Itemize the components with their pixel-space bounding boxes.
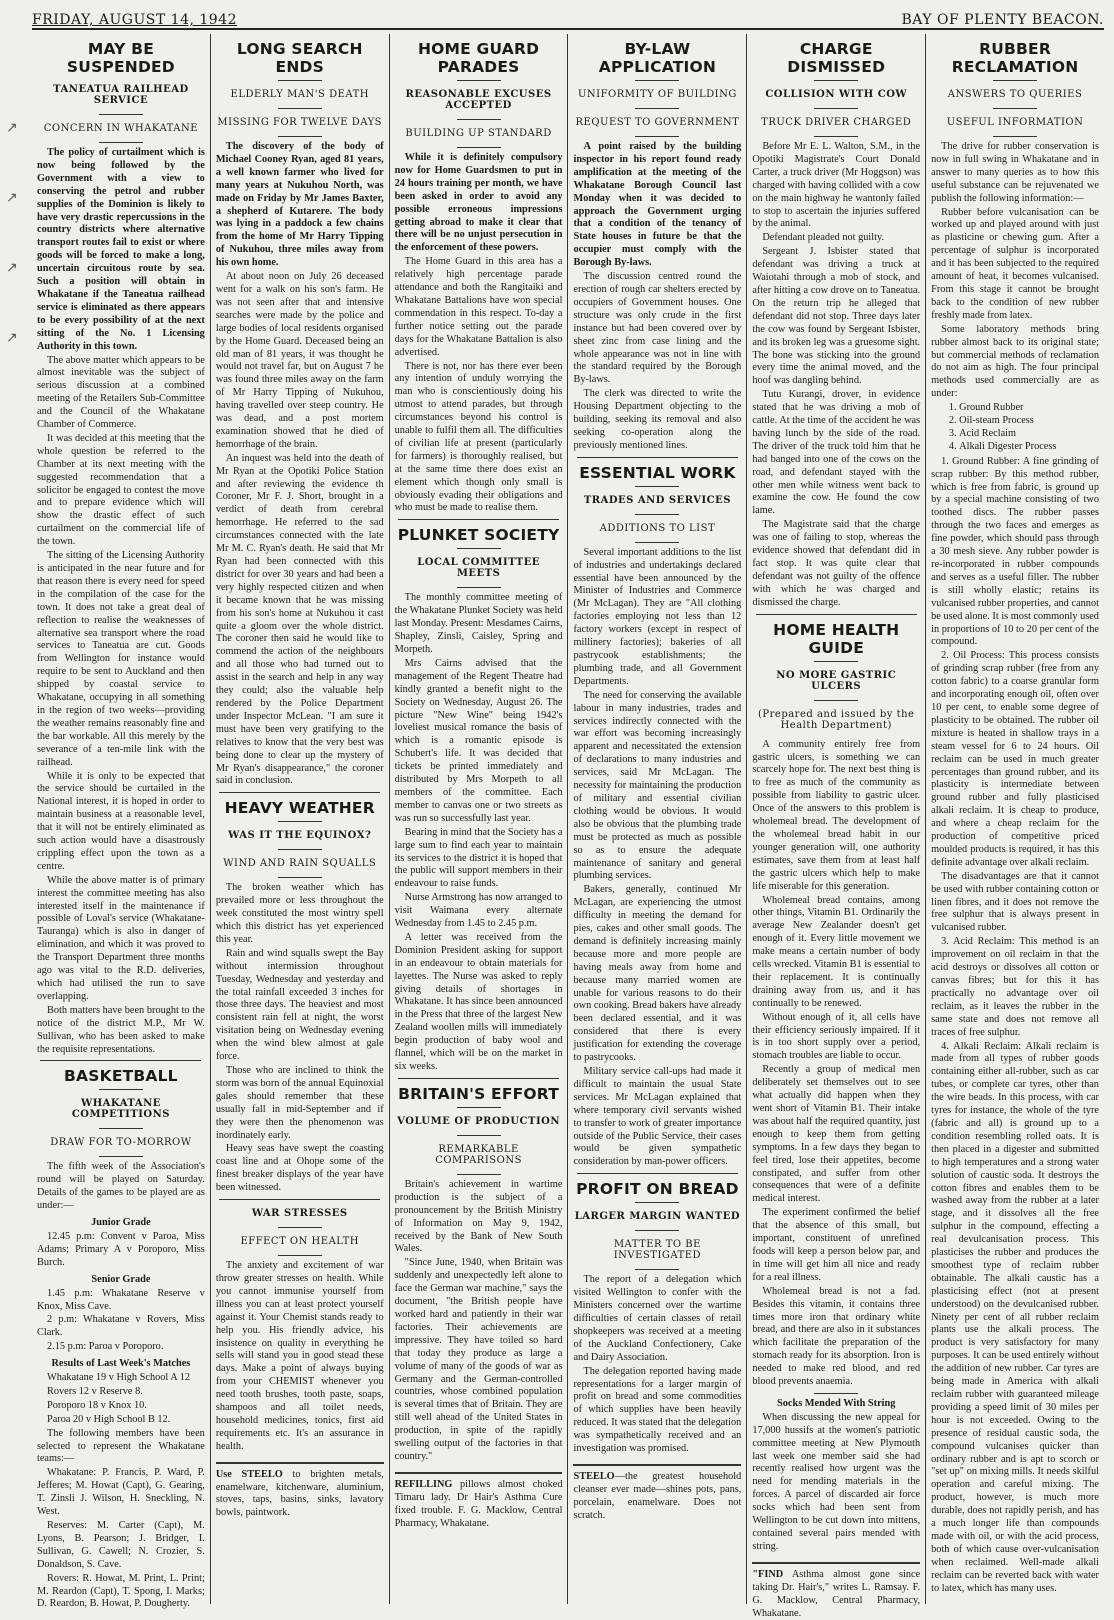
lead-paragraph: A point raised by the building inspector in his report found ready amplification at the meeting of the Whakatane Borough Council last Monday when it was decided to approach the Government urging that a condition of the tenancy of State houses in future be that the occupier must comply with the Borough By-laws. (573, 141, 742, 269)
divider (99, 1156, 143, 1157)
headline-basketball: BASKETBALL (64, 1067, 178, 1086)
divider (635, 80, 679, 81)
paragraph: An inquest was held into the death of Mr Ryan at the Opotiki Police Station and after reviewing the evidence th Coroner, Mr F. J. Short, brought in a verdict of death from cerebral hemorrhage. He referred to the sad circumstances connected with the late Mr M. C. Ryan's death. He said that Mr Ryan had been connected with this district for over 30 years and had been a very highly respected citizen and when it became known that he was missing from his son's home at Nukuhou it cast quite a gloom over the whole district. The coroner then said he would like to commend the action of the neighbours and all those who had turned out to assist in the search and help in any way they could; also the valuable help rendered by the Police Department under Inspector McLean. "I am sure it must have been very gratifying to the relatives to know that the very best was being done to clear up the mystery of Mr Ryan's disappearance," the coroner said in conclusion. (215, 452, 384, 787)
margin-mark-icon: ↗ (6, 261, 18, 276)
lead-paragraph: The policy of curtailment which is now being followed by the Government with a view to conserving the petrol and rubber supplies of the Dominion is likely to have very drastic repercussions in the country districts where alternative transport routes fail to exist or where goods will be forced to make a long, uncertain circuitous route by sea. Such a position will obtain in Whakatane if the Taneatua railhead service is eliminated as there appears to be every possibility of at the next sitting of the No. 1 Licensing Authority in this town. (37, 147, 205, 352)
column-5 (746, 34, 925, 1619)
divider (99, 1128, 143, 1129)
paragraph: 2. Oil Process: This process consists of grinding scrap rubber (free from any cotton fabric) to a coarse granular form and incorporating enough oil, often over 10 per cent, to enable some degree of plasticity to be obtained. The rubber oil mixture is heated in shallow trays in a steam vessel for 6 to 24 hours. Oil reclaim can be used in much greater percentages than ground rubber, and its plasticity is intermediate between ground rubber and fully plasticised alkali reclaim. It is cheap to produce, and where a cheap reclaim for the production of competitive priced moulded products is required, it has this definite advantage over alkali reclaim. (931, 650, 1099, 868)
paragraph: Wholemeal bread contains, among other things, Vitamin B1. Ordinarily the average New Zealander doesn't get enough of it. Every little movement we make means a certain number of body cells wrecked. Vitamin B1 is essential to their replacement. It is continually draining away from us, and it has continually to be renewed. (752, 894, 921, 1009)
paragraph: Rubber before vulcanisation can be worked up and played around with just as plasticine or chewing gum. After a percentage of sulphur is incorporated and it has been subjected to the required amount of heat, it becomes vulcanised. From this stage it cannot be brought back to the condition of new rubber freshly made from latex. (931, 206, 1099, 321)
paragraph: While it is only to be expected that the service should be curtailed in the National interest, it is hoped in order to maintain business at a reasonable level, that it will not be entirely eliminated as such action would have a disastrously crippling effect upon the town as a centre. (37, 770, 205, 872)
divider (278, 849, 322, 850)
headline-charge-dismissed: CHARGE DISMISSED (787, 40, 886, 76)
team-list: Rovers: R. Howat, M. Print, L. Print; M. Reardon (Capt), T. Spong, I. Marks; D. Reardon, B. Howat, P. Dougherty. (37, 1572, 205, 1610)
divider (278, 108, 322, 109)
ad-keyword: STEELO (573, 1470, 615, 1482)
deck: USEFUL INFORMATION (946, 117, 1084, 128)
paragraph: Nurse Armstrong has now arranged to visit Waimana every alternate Wednesday from 1.45 to 2.45 p.m. (394, 892, 563, 930)
deck: LOCAL COMMITTEE MEETS (417, 557, 540, 580)
column-2 (210, 34, 389, 1604)
ad-keyword: "FIND (752, 1568, 784, 1580)
divider (635, 514, 679, 515)
divider (635, 486, 679, 487)
divider (814, 700, 858, 701)
paragraph: The monthly committee meeting of the Whakatane Plunket Society was held last Monday. Present: Mesdames Cairns, Shapley, Zinsli, Caisley, Spring and Morpeth. (394, 592, 563, 655)
deck: VOLUME OF PRODUCTION (397, 1115, 560, 1127)
deck: BUILDING UP STANDARD (405, 128, 552, 139)
paragraph: The Magistrate said that the charge was one of failing to stop, whereas the evidence showed that defendant did in fact stop. It was quite clear that defendant was not guilty of the offence with which he was charged and dismissed the charge. (752, 519, 921, 608)
headline-by-law-application: BY-LAW APPLICATION (598, 40, 716, 76)
margin-mark-icon: ↗ (6, 121, 18, 136)
divider (635, 1202, 679, 1203)
deck: TRUCK DRIVER CHARGED (761, 117, 912, 128)
advertisement (573, 1464, 741, 1523)
deck: TRADES AND SERVICES (583, 494, 731, 506)
paragraph: 4. Alkali Reclaim: Alkali reclaim is made from all types of rubber goods containing either all-rubber, such as car tubes, or complete car tyres, other than the wire beads. In this process, with car tyres for instance, the whole of the tyre (fabric and all) is ground up to a condition resembling rolled oats. It is then placed in a digester and submitted to high temperatures and a strong water solution of caustic soda. It destroys the cotton fibres and enables them to be washed away from the rubber at a later stage, and it dissolves all the free sulphur in the compound, effecting a real devulcanisation process. This plasticises the rubber and produces the smoothest type of reclaim rubber obtainable. The alkali caustic has a plasticising effect (not at present understood) on the devulcanised rubber. Ninety per cent of all rubber reclaim plants use the alkali process. The product is very satisfactory for many purposes. It can be used entirely without the addition of new rubber. Car tyres are being made in America with alkali reclaim rubber with guaranteed mileage providing a speed limit of 30 miles per hour is not exceeded. Owing to the presence of residual caustic soda, the compound vulcanises quicker than ordinary rubber and is apt to scorch or "set up" on mixing mills. It needs skilful operation and careful mixing. The product, however, is much more durable, does not rapidly perish, and has a much longer life than compounds made with oil, or with the acid process, both of which cause over-vulcanisation when reclaimed. Well-made alkali reclaim can be reverted back with water to latex, which has many uses. (931, 1040, 1099, 1594)
paragraph: The delegation reported having made representations for a larger margin of profit on bread and some commodities of which supplies have been heavily reduced. It was stated that the delegation was sympathetically received and an investigation was promised. (573, 1365, 742, 1455)
divider (635, 1269, 679, 1270)
divider (278, 877, 322, 878)
deck: MISSING FOR TWELVE DAYS (217, 117, 383, 128)
divider (457, 1174, 501, 1175)
ad-text: pillows almost choked Timaru lady. Dr Hair's Asthma Cure fixed trouble. F. G. Macklow, Central Pharmacy, Whakatane. (394, 1478, 563, 1529)
divider (993, 80, 1037, 81)
paragraph: A community entirely free from gastric ulcers, is something we can scarcely hope for. The next best thing is to free as much of the community as possible from liability to gastric ulcer. Once of the answers to this problem is wholemeal bread. The development of the wholemeal bread habit in our younger generation will, one authority estimates, save them from at least half the gastric ulcers which help to make life miserable for this generation. (752, 738, 921, 892)
deck: CONCERN IN WHAKATANE (43, 123, 199, 134)
paragraph: It was decided at this meeting that the whole question be referred to the Chamber at its next meeting with the suggested recommendation that a solicitor be engaged to contest the move and to prepare evidence which will show the drastic effect of such curtailment on the commercial life of the town. (37, 432, 205, 548)
column-6 (925, 34, 1104, 1604)
divider (99, 142, 143, 143)
column-4 (567, 34, 746, 1604)
paragraph: The drive for rubber conservation is now in full swing in Whakatane and in answer to many queries as to how this useful substance can be rejuvenated we publish the following information:— (931, 141, 1099, 204)
paragraph: 3. Acid Reclaim: This method is an improvement on oil reclaim in that the acid destroys or dissolves all cotton or canvas fibres; but for this it has practically no advantage over oil reclaim, as it leaves the rubber in the same state and does not remove all traces of free sulphur. (931, 936, 1099, 1038)
divider (814, 108, 858, 109)
divider (99, 114, 143, 115)
team-list: Reserves: M. Carter (Capt), M. Lyons, B. Pearson; J. Bridger, I. Sullivan, G. Cawell; N. Crozier, S. Donaldson, S. Cave. (37, 1520, 205, 1570)
paragraph: The fifth week of the Association's round will be played on Saturday. Details of the games to be played are as under:— (37, 1161, 205, 1212)
result: Paroa 20 v High School B 12. (47, 1413, 171, 1425)
deck: UNIFORMITY OF BUILDING (577, 89, 737, 100)
ad-text: to brighten metals, enamelware, kitchenware, aluminium, stoves, taps, basins, sinks, lavatory bowls, paintwork. (215, 1468, 384, 1519)
result: Rovers 12 v Reserve 8. (47, 1385, 143, 1397)
paragraph: Wholemeal bread is not a fad. Besides this vitamin, it contains three times more iron that ordinary white bread, and there are also in it substances which facilitate the preparation of the stomach ready for its absorption. Iron is needed to make red blood, and red blood prevents anaemia. (752, 1285, 921, 1388)
headline-home-health-guide: HOME HEALTH GUIDE (773, 620, 900, 657)
deck: WAS IT THE EQUINOX? (228, 830, 372, 842)
divider (219, 792, 380, 793)
divider (457, 1107, 501, 1108)
deck: REASONABLE EXCUSES ACCEPTED (405, 89, 552, 111)
paragraph: While the above matter is of primary interest the committee meeting has also interested itself in the maintenance if possible of Loval's service (Whakatane-Tauranga) which is also in danger of elimination, and which it was proved to the Transport Department three months ago was vital to the R.D. deliveries, which had utilised the run to save overlapping. (37, 874, 205, 1002)
issue-date: FRIDAY, AUGUST 14, 1942 (32, 12, 238, 28)
divider (756, 614, 917, 615)
paragraph: There is not, nor has there ever been any intention of unduly worrying the man who is conscientiously doing his utmost to attend parades, but through circumstances beyond his control is unable to fulfil them all. The difficulties of civilian life at present (particularly for farmers) is thoroughly realised, but at the same time there does exist an element which though only small is obviously evading their obligations and who must be made to realise them. (394, 360, 563, 514)
deck: ELDERLY MAN'S DEATH (230, 89, 369, 100)
divider (278, 136, 322, 137)
paragraph: The following members have been selected to represent the Whakatane teams:— (37, 1427, 205, 1465)
paragraph: The discussion centred round the erection of rough car shelters erected by occupiers of Government houses. One structure was only crude in the first instance but had been covered over by sheet zinc from case lining and the whole appearance was not in line with the standard required by the Borough By-laws. (573, 271, 742, 386)
headline-home-guard-parades: HOME GUARD PARADES (417, 40, 540, 76)
subhead: Senior Grade (91, 1273, 151, 1285)
paper-name: BAY OF PLENTY BEACON. (901, 12, 1104, 28)
divider (457, 119, 501, 120)
advertisement (216, 1462, 384, 1521)
deck: ADDITIONS TO LIST (599, 522, 716, 534)
headline-britains-effort: BRITAIN'S EFFORT (398, 1084, 560, 1103)
margin-mark-icon: ↗ (6, 331, 18, 346)
subhead: Junior Grade (91, 1217, 151, 1229)
paragraph: Several important additions to the list of industries and undertakings declared essential have been announced by the Minister of Industries and Commerce (Mr McLagan). They are "All clothing factories employing not less than 12 factory workers (except in respect of millinery factories); bakeries of all pastrycook establishments; the plumbing trade, and all Government Departments. (573, 546, 742, 687)
headline-may-be-suspended: MAY BE SUSPENDED (66, 40, 175, 76)
paragraph: Bearing in mind that the Society has a large sum to find each year to maintain its services to the district it is hoped that the public will support members in their endeavour to raise funds. (394, 826, 563, 890)
deck: REQUEST TO GOVERNMENT (575, 117, 740, 128)
fixture: 2.15 p.m: Paroa v Poroporo. (47, 1341, 164, 1353)
margin-marks (6, 120, 22, 400)
deck: WHAKATANE COMPETITIONS (71, 1098, 171, 1121)
team-list: Whakatane: P. Francis, P. Ward, P. Jefferes; M. Howat (Capt), G. Gearing, T. Zinsli J. Wilson, H. Sneckling, N. West. (37, 1467, 205, 1518)
paragraph: When discussing the new appeal for 17,000 hussifs at the women's patriotic committee meeting at New Plymouth last week one member said she had recently realised how urgent was the need for mending materials in the forces. A parcel of discarded air force socks which had been sent from Wellington to be cut down into mittens, contained several pairs mended with string. (752, 1411, 921, 1552)
deck: DRAW FOR TO-MORROW (50, 1137, 192, 1149)
column-1 (32, 34, 210, 1610)
paragraph: Bakers, generally, continued Mr McLagan, are experiencing the utmost difficulty in meeting the demand for pies, cakes and other small goods. The demand is definitely increasing mainly because more and more people are having meals away from home and because many married women are unable for various reasons to do their own cooking. Bread bakers have already been declared essential, and it was considered that there is every justification for extending the coverage to pastrycooks. (573, 884, 742, 1064)
result: Poroporo 18 v Knox 10. (47, 1399, 147, 1411)
deck: TANEATUA RAILHEAD SERVICE (53, 84, 189, 106)
headline-plunket-society: PLUNKET SOCIETY (397, 526, 560, 545)
subhead: Socks Mended With String (777, 1397, 896, 1409)
divider (814, 661, 858, 662)
paragraph: The sitting of the Licensing Authority is anticipated in the near future and for that reason there is every need for speed in the compilation of the case for the town. It does not take a great deal of reflection to realise the weaknesses of alternative sea transport where the road services to Taneatua are cut. Goods from Wellington for instance would require to be sent to Auckland and then shipped by coastal service to Whakatane, occupying in all something in the region of two weeks—providing the weather remains reasonably fine and the bar workable. All this merely by the severance of a ten-mile link with the railhead. (37, 550, 205, 768)
divider (457, 548, 501, 549)
paragraph: At about noon on July 26 deceased went for a walk on his son's farm. He was not seen after that and intensive searches were made by the police and large bodies of local residents organised by the Home Guard. Deceased being an old man of 81 years, it was thought he would not travel far, but on August 7 he was found three miles away on the farm of Mr Harry Tipping of Nukuhou, having travelled over steep country. He was dead, and a post mortem examination showed that he died of hemorrhage of the brain. (215, 271, 384, 450)
divider (99, 1089, 143, 1090)
paragraph: Mrs Cairns advised that the management of the Regent Theatre had kindly granted a benefit night to the Society on Wednesday, August 26. The picture "New Wine" being 1942's loveliest musical romance the basis of which is a romantic episode is Schubert's life. It was decided that tickets be printed immediately and distributed by Mrs Morpeth to all members of the committee. Each member to canvas one or two streets as was run so successfully last year. (394, 657, 563, 824)
divider (635, 542, 679, 543)
divider (457, 587, 501, 588)
divider (278, 821, 322, 822)
divider (635, 1230, 679, 1231)
fixture: 1.45 p.m: Whakatane Reserve v Knox, Miss Cave. (37, 1287, 205, 1312)
paragraph: The above matter which appears to be almost inevitable was the subject of serious discussion at a combined meeting of the Retailers Sub-Committee and the Council of the Whakatane Chamber of Commerce. (37, 354, 205, 431)
paragraph: Heavy seas have swept the coasting coast line and at Ohope some of the finest breaker displays of the year have been witnessed. (215, 1143, 384, 1194)
headline-heavy-weather: HEAVY WEATHER (224, 799, 375, 818)
deck: MATTER TO BE INVESTIGATED (613, 1239, 702, 1262)
headline-war-stresses: WAR STRESSES (251, 1208, 348, 1220)
divider (278, 1227, 322, 1228)
deck: EFFECT ON HEALTH (240, 1236, 360, 1248)
ad-keyword: Use STEELO (215, 1468, 283, 1480)
divider (814, 136, 858, 137)
deck: REMARKABLE COMPARISONS (435, 1143, 522, 1166)
divider (993, 108, 1037, 109)
list-item: 2. Oil-steam Process (959, 415, 1099, 428)
masthead (32, 8, 1104, 30)
divider (398, 1078, 559, 1079)
fixture: 12.45 p.m: Convent v Paroa, Miss Adams; Primary A v Poroporo, Miss Burch. (37, 1230, 205, 1268)
headline-profit-on-bread: PROFIT ON BREAD (576, 1180, 739, 1199)
deck: ANSWERS TO QUERIES (947, 89, 1083, 100)
divider (457, 147, 501, 148)
paragraph: The anxiety and excitement of war throw greater stresses on health. While you cannot immunise yourself from illness you can at least protect yourself against it. Your Chemist stands ready to help you. His friendly advice, his insistence on quality in everything he sells will stand you in good stead these days. Make a point of always buying from your CHEMIST whenever you need tooth brushes, tooth paste, soaps, shampoos and all toilet needs, household medicines, tonics, first aid requirements etc. It's an assurance in health. (215, 1260, 384, 1452)
paragraph: The experiment confirmed the belief that the absence of this small, but important, constituent of unrefined foods will keep a person below par, and in time will get him all nice and ready for a real illness. (752, 1207, 921, 1283)
result: Whakatane 19 v High School A 12 (47, 1372, 190, 1384)
paragraph: Rain and wind squalls swept the Bay without intermission throughout Tuesday, Wednesday and yesterday and the total rainfall exceeded 3 inches for those three days. The heaviest and most consistent rain fell at night, the worst visitation being on Wednesday evening when the wind blew almost at gale force. (215, 947, 384, 1063)
paragraph: Defendant pleaded not guilty. (762, 232, 885, 244)
deck: NO MORE GASTRIC ULCERS (776, 669, 897, 692)
ad-text: Asthma almost gone since taking Dr. Hair's," writes L. Ramsay. F. G. Macklow, Central Pharmacy, Whakatane. (752, 1568, 921, 1619)
divider (457, 1135, 501, 1136)
divider (814, 1393, 858, 1394)
list-item: 4. Alkali Digester Process (959, 441, 1099, 454)
paragraph: Britain's achievement in wartime production is the subject of a pronouncement by the British Ministry of Information on May 9, 1942, received by the Bank of New South Wales. (394, 1178, 563, 1255)
deck: WIND AND RAIN SQUALLS (223, 858, 377, 870)
lead-paragraph: The discovery of the body of Michael Cooney Ryan, aged 81 years, a well known farmer who lived for many years at Nukuhou North, was made on Friday by Mr James Baxter, a shepherd of Kutarere. The body was lying in a paddock a few chains from the home of Mr Harry Tipping of Nukuhou, three miles away from his own home. (215, 141, 384, 269)
divider (278, 1255, 322, 1256)
paragraph: Some laboratory methods bring rubber almost back to its original state; but commercial methods of reclamation do not aim as high. The four principal methods used commercially are as under: (931, 323, 1099, 400)
paragraph: Tutu Kurangi, drover, in evidence stated that he was driving a mob of cattle. At the time of the accident he was having lunch by the side of the road. The driver of the truck told him that he had banged into one of the cows on the road, and defendant stayed with the other men while witness went back to examine the cow. He found the cow lame. (752, 389, 921, 517)
paragraph: A letter was received from the Dominion President asking for support in an endeavour to obtain materials for layettes. The Nurse was asked to reply giving details of shortages in Whakatane. It has since been announced in the Press that three of the largest New Zealand woollen mills will immediately begin production of baby wool and flannel, which will be on the market in six weeks. (394, 931, 563, 1072)
paragraph: Those who are inclined to think the storm was born of the annual Equinoxial gales should remember that these usually fall in mid-September and if they were then the phenomenon was inordinately early. (215, 1065, 384, 1141)
paragraph: Recently a group of medical men deliberately set themselves out to see what actually did happen when they went short of Vitamin B1. Their intake was about half the required quantity, just enough to keep them from getting symptoms. In a few days they began to feel tired, lose their appetites, become constipated, and suffer from other consequences that were of a definite medical interest. (752, 1064, 921, 1205)
paragraph: Sergeant J. Isbister stated that defendant was driving a truck at Waiotahi through a mob of stock, and after hitting a cow drove on to Taneatua. On the return trip he alleged that defendant did not stop. Three days later the cow was found by Sergeant Isbister, and its broken leg was a gruesome sight. The bone was sticking into the ground every time the animal moved, and the hoof was dangling behind. (752, 246, 921, 387)
paragraph: 1. Ground Rubber: A fine grinding of scrap rubber: By this method rubber, which is free from fabric, is ground up by a special machine consisting of two toothed discs. The rubber passes through the two faces and emerges as fine powder, which should pass through a 30 mesh sieve. Any rubber powder is re-incorporated in rubber compounds and serves as a useful filler. The rubber is still wholly elastic; retains its vulcanised rubber properties, and cannot be used alone. It is most commonly used in proportions of 10 to 20 per cent of the compound. (931, 455, 1099, 648)
ad-text: —the greatest household cleanser ever made—shines pots, pans, porcelain, enamelware. Does not scratch. (573, 1470, 742, 1521)
paragraph: The disadvantages are that it cannot be used with rubber containing cotton or linen fibres, and it does not remove the free sulphur that is always present in vulcanised rubber. (931, 870, 1099, 934)
divider (814, 80, 858, 81)
paragraph: The report of a delegation which visited Wellington to confer with the Ministers concerned over the wartime difficulties of certain classes of retail shopkeepers was received at a meeting of the Auckland Confectionery, Cake and Dairy Association. (573, 1274, 742, 1363)
advertisement (752, 1562, 920, 1620)
paragraph: Both matters have been brought to the notice of the district M.P., Mr W. Sullivan, who has been asked to make the requisite representations. (37, 1004, 205, 1055)
paragraph: Military service call-ups had made it difficult to maintain the usual State services. Mr McLagan explained that where temporary civil servants wished to transfer to work of greater importance outside of the Public Service, their cases would be given sympathetic consideration by man-power officers. (573, 1066, 742, 1168)
deck: (Prepared and issued by the Health Department) (757, 708, 915, 731)
divider (635, 108, 679, 109)
divider (993, 136, 1037, 137)
headline-long-search-ends: LONG SEARCH ENDS (236, 40, 363, 76)
ad-keyword: REFILLING (394, 1478, 453, 1490)
paragraph: "Since June, 1940, when Britain was suddenly and unexpectedly left alone to face the German war machine," says the document, "the British people have worked hard and patiently in their war factories. Their achievements are impressive. They have toiled so hard that today they produce as large a volume of many of the goods of war as Germany and the German-controlled countries, whose combined population is several times that of Britain. They are still well ahead of the United States in production, in spite of the rapidly swelling output of the factories in that country." (394, 1257, 563, 1462)
paragraph: Without enough of it, all cells have their efficiency seriously impaired. If it is in too short supply over a period, stomach troubles are liable to occur. (752, 1011, 921, 1062)
advertisement (395, 1472, 563, 1531)
divider (278, 80, 322, 81)
paragraph: The clerk was directed to write the Housing Department objecting to the building, seeking its removal and also seeking co-operation along the previously mentioned lines. (573, 388, 742, 451)
paragraph: The need for conserving the available labour in many industries, trades and services indirectly connected with the war effort was becoming increasingly apparent and necessitated the extension of declarations to many industries and services, said Mr McLagan. The necessity for maintaining the production of military and essential civilian clothing would be obvious. It would also be obvious that the plumbing trade must be protected as much as possible so as to ensure the adequate maintenance of sanitary and general plumbing services. (573, 689, 742, 882)
divider (219, 1199, 380, 1200)
divider (635, 136, 679, 137)
divider (457, 80, 501, 81)
headline-rubber-reclamation: RUBBER RECLAMATION (951, 40, 1079, 76)
divider (398, 519, 559, 520)
margin-mark-icon: ↗ (6, 191, 18, 206)
paragraph: The broken weather which has prevailed more or less throughout the week constituted the most wintry spell which this district has yet experienced this year. (215, 882, 384, 945)
paragraph: Before Mr E. L. Walton, S.M., in the Opotiki Magistrate's Court Donald Carter, a truck driver (Mr Hoggson) was charged with having collided with a cow on the main highway he wantonly failed to stop to ascertain the injuries suffered by the animal. (752, 141, 921, 230)
methods-list (931, 402, 1099, 454)
deck: LARGER MARGIN WANTED (574, 1211, 741, 1223)
fixture: 2 p.m: Whakatane v Rovers, Miss Clark. (37, 1314, 205, 1339)
lead-paragraph: While it is definitely compulsory now for Home Guardsmen to put in 24 hours training per month, we have been asked in order to avoid any possible erroneous impressions getting abroad to make it clear that there will be no unjust persecution in the enforcement of these powers. (394, 152, 563, 254)
columns (32, 34, 1104, 1619)
subhead: Results of Last Week's Matches (51, 1358, 191, 1370)
list-item: 3. Acid Reclaim (959, 428, 1099, 441)
paragraph: The Home Guard in this area has a relatively high percentage parade attendance and both the Rangitaiki and Whakatane Battalions have won special commendation in this respect. To-day a further notice setting out the parade days for the Whakatane Battalion is also advertised. (394, 256, 563, 358)
deck: COLLISION WITH COW (765, 89, 908, 100)
divider (577, 457, 738, 458)
divider (577, 1173, 738, 1174)
divider (40, 1060, 201, 1061)
column-3 (389, 34, 568, 1604)
list-item: 1. Ground Rubber (959, 402, 1099, 415)
headline-essential-work: ESSENTIAL WORK (579, 463, 736, 482)
